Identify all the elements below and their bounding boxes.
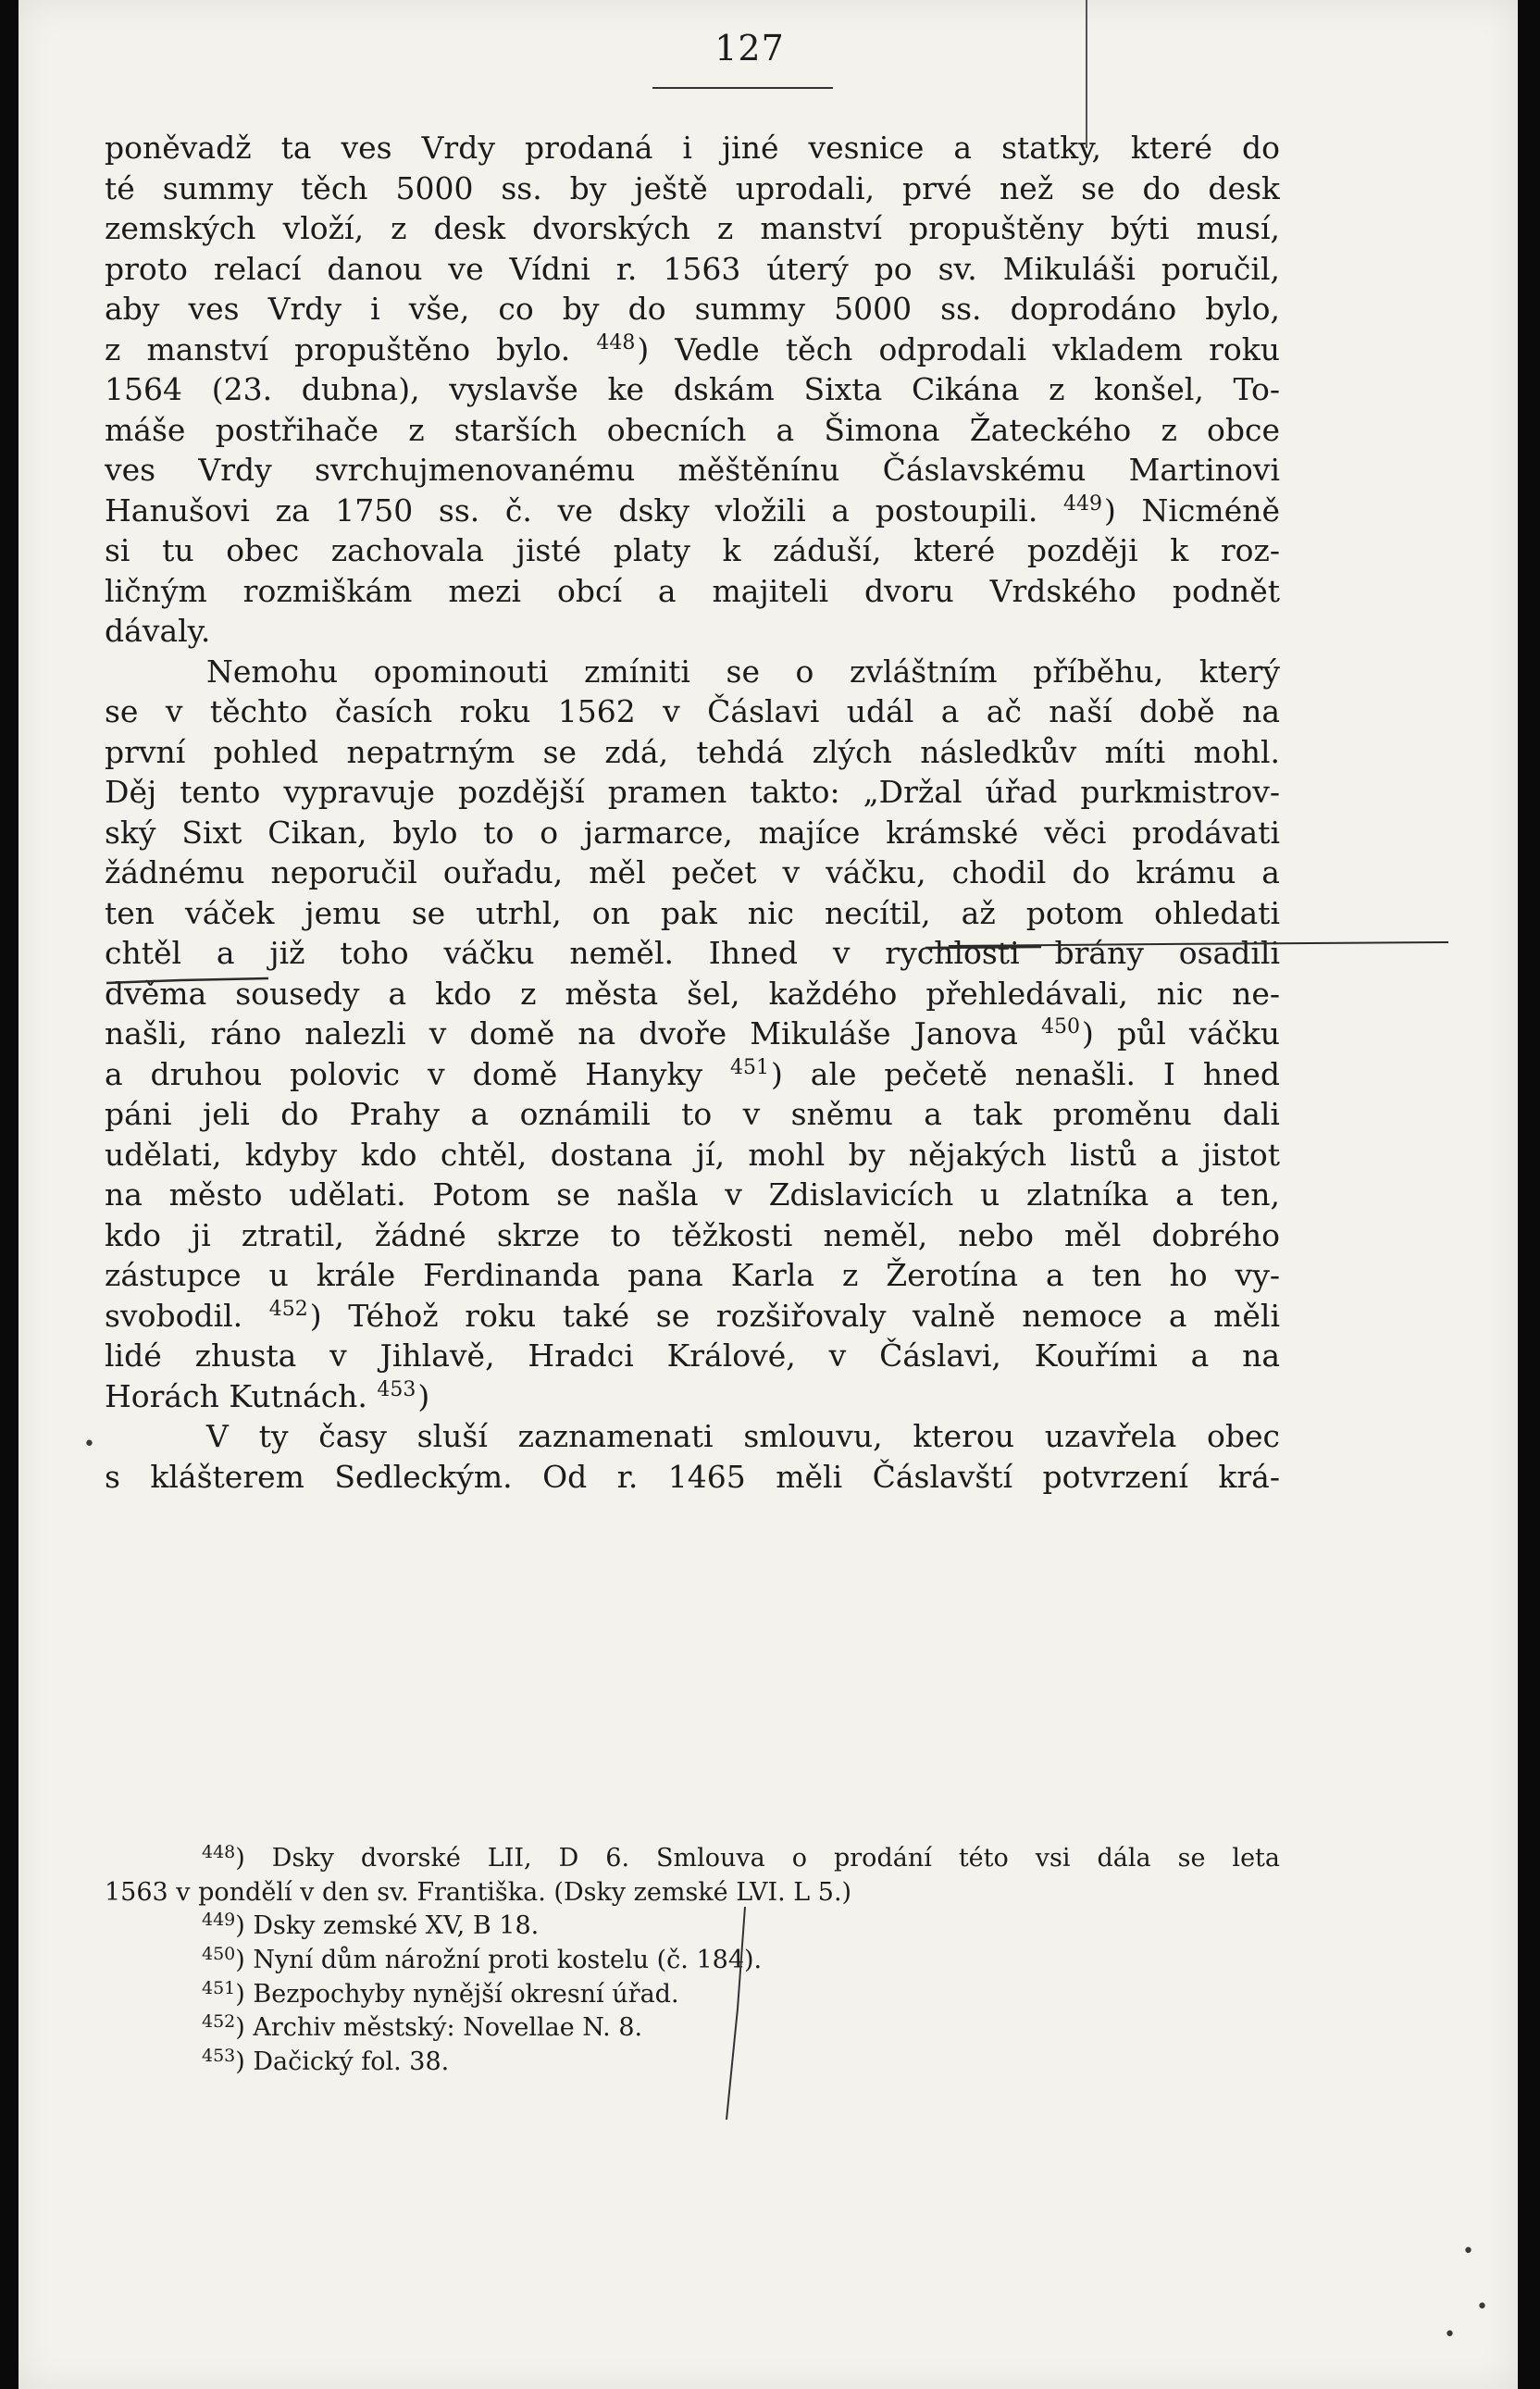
text-line: dávaly. xyxy=(105,613,211,649)
text-line: chtěl a již toho váčku neměl. Ihned v rychlosti brány osadili xyxy=(105,935,1280,971)
text-line: ský Sixt Cikan, bylo to o jarmarce, majíce krámské věci prodávati xyxy=(105,814,1280,851)
print-speck: • xyxy=(83,1433,95,1456)
text-line: zástupce u krále Ferdinanda pana Karla z Žerotína a ten ho vy- xyxy=(105,1257,1280,1293)
footnote-text: Dačický fol. 38. xyxy=(253,2047,450,2077)
page-number-rule xyxy=(652,87,833,89)
print-speck: • xyxy=(1476,2296,1488,2319)
text-line: z manství propuštěno bylo. $^{448}$) Vedle těch odprodali vkladem roku xyxy=(105,330,1280,367)
footnote-reference: 453 xyxy=(377,1377,416,1401)
print-speck: • xyxy=(1462,2240,1474,2263)
text-line: ves Vrdy svrchujmenovanému měštěnínu Čáslavskému Martinovi xyxy=(105,452,1280,488)
text-segment: z manství propuštěno bylo. xyxy=(105,330,597,367)
footnote-number: 453 xyxy=(202,2046,236,2067)
footnote-reference: 448 xyxy=(596,330,636,355)
footnote-item: $^{448}$) Dsky dvorské LII, D 6. Smlouva o prodání této vsi dála se leta xyxy=(202,1842,1280,1873)
text-segment: a druhou polovic v domě Hanyky xyxy=(105,1055,731,1092)
page-number: 127 xyxy=(714,28,785,68)
text-line: Hanušovi za 1750 ss. č. ve dsky vložili a postoupili. $^{449}$) Nicméně xyxy=(105,491,1280,529)
text-line: si tu obec zachovala jisté platy k záduší, které později k roz- xyxy=(105,532,1280,568)
text-line: té summy těch 5000 ss. by ještě uprodali, prvé než se do desk xyxy=(105,169,1280,206)
footnote-number: 449 xyxy=(202,1910,236,1931)
text-line: ten váček jemu se utrhl, on pak nic necítil, až potom ohledati xyxy=(105,894,1280,931)
text-segment: ale pečetě nenašli. I hned xyxy=(810,1055,1280,1092)
footnote-reference: 452 xyxy=(268,1297,308,1321)
text-line: Horách Kutnách. $^{453}$) xyxy=(105,1377,430,1414)
text-line: 1564 (23. dubna), vyslavše ke dskám Sixta Cikána z konšel, To- xyxy=(105,371,1280,407)
footnote-text: Bezpochyby nynější okresní úřad. xyxy=(253,1979,679,2009)
footnote-text: Nyní dům nárožní proti kostelu (č. 184). xyxy=(253,1946,763,1975)
text-segment: Nicméně xyxy=(1141,491,1280,529)
text-line: ličným rozmiškám mezi obcí a majiteli dvoru Vrdského podnět xyxy=(105,572,1280,609)
text-line: svobodil. $^{452}$) Téhož roku také se rozšiřovaly valně nemoce a měli xyxy=(105,1297,1280,1334)
text-segment: našli, ráno nalezli v domě na dvoře Mikuláše Janova xyxy=(105,1015,1041,1051)
footnote-item: $^{451}$) Bezpochyby nynější okresní úřad. xyxy=(202,1977,679,2009)
text-line: na město udělati. Potom se našla v Zdislavicích u zlatníka a ten, xyxy=(105,1176,1280,1213)
footnote-number: 450 xyxy=(202,1944,236,1965)
text-line: žádnému neporučil ouřadu, měl pečet v váčku, chodil do krámu a xyxy=(105,854,1280,890)
text-line: kdo ji ztratil, žádné skrze to těžkosti neměl, nebo měl dobrého xyxy=(105,1216,1280,1253)
text-line: lidé zhusta v Jihlavě, Hradci Králové, v Čáslavi, Kouřími a na xyxy=(105,1338,1280,1374)
footnotes xyxy=(105,1842,1280,2080)
text-segment: Vedle těch odprodali vkladem roku xyxy=(675,330,1280,367)
footnote-text: Archiv městský: Novellae N. 8. xyxy=(253,2013,643,2043)
footnote-item: $^{450}$) Nyní dům nárožní proti kostelu (č. 184). xyxy=(202,1944,763,1975)
text-line: páni jeli do Prahy a oznámili to v sněmu a tak proměnu dali xyxy=(105,1096,1280,1132)
text-line: V ty časy sluší zaznamenati smlouvu, kterou uzavřela obec xyxy=(206,1418,1280,1454)
footnote-text: 1563 v pondělí v den sv. Františka. (Dsky zemské LVI. L 5.) xyxy=(105,1877,852,1907)
footnote-item xyxy=(105,1876,1280,1910)
text-segment: Téhož roku také se rozšiřovaly valně nemoce a měli xyxy=(348,1297,1280,1334)
text-line: našli, ráno nalezli v domě na dvoře Mikuláše Janova $^{450}$) půl váčku xyxy=(105,1015,1280,1051)
text-line: aby ves Vrdy i vše, co by do summy 5000 ss. doprodáno bylo, xyxy=(105,291,1280,327)
footnote-number: 448 xyxy=(202,1842,236,1862)
footnote-item: $^{449}$) Dsky zemské XV, B 18. xyxy=(202,1910,540,1941)
text-line: Nemohu opominouti zmíniti se o zvláštním příběhu, který xyxy=(206,653,1280,690)
footnote-reference: 449 xyxy=(1062,491,1102,516)
footnote-text: Dsky zemské XV, B 18. xyxy=(253,1911,540,1941)
footnote-reference: 450 xyxy=(1041,1015,1080,1039)
text-line: Děj tento vypravuje pozdější pramen takto: „Držal úřad purkmistrov- xyxy=(105,774,1280,810)
text-line: proto relací danou ve Vídni r. 1563 úterý po sv. Mikuláši poručil, xyxy=(105,250,1280,287)
text-line: udělati, kdyby kdo chtěl, dostana jí, mohl by nějakých listů a jistot xyxy=(105,1136,1280,1173)
body-text xyxy=(105,128,1280,1497)
text-segment: Hanušovi za 1750 ss. č. ve dsky vložili a postoupili. xyxy=(105,491,1063,529)
text-line: dvěma sousedy a kdo z města šel, každého přehledávali, nic ne- xyxy=(105,975,1280,1012)
footnote-number: 452 xyxy=(202,2011,236,2033)
text-line: zemských vloží, z desk dvorských z manství propuštěny býti musí, xyxy=(105,210,1280,246)
footnote-reference: 451 xyxy=(730,1055,770,1079)
text-line: první pohled nepatrným se zdá, tehdá zlých následkův míti mohl. xyxy=(105,733,1280,770)
footnote-item: $^{452}$) Archiv městský: Novellae N. 8. xyxy=(202,2011,643,2043)
footnote-text: Dsky dvorské LII, D 6. Smlouva o prodání této vsi dála se leta xyxy=(271,1844,1280,1873)
text-segment: Horách Kutnách. xyxy=(105,1377,378,1414)
text-line: poněvadž ta ves Vrdy prodaná i jiné vesnice a statky, které do xyxy=(105,130,1280,166)
text-segment: svobodil. xyxy=(105,1297,269,1334)
text-line: a druhou polovic v domě Hanyky $^{451}$) ale pečetě nenašli. I hned xyxy=(105,1055,1280,1092)
text-line: máše postřihače z starších obecních a Šimona Žateckého z obce xyxy=(105,411,1280,448)
footnote-number: 451 xyxy=(202,1977,236,1998)
text-line: s klášterem Sedleckým. Od r. 1465 měli Čáslavští potvrzení krá- xyxy=(105,1458,1280,1495)
footnote-item: $^{453}$) Dačický fol. 38. xyxy=(202,2046,450,2077)
text-segment: půl váčku xyxy=(1116,1015,1280,1051)
print-speck: • xyxy=(1444,2323,1456,2346)
text-line: se v těchto časích roku 1562 v Čáslavi udál a ač naší době na xyxy=(105,693,1280,729)
binding-crease-mark xyxy=(1086,0,1087,148)
